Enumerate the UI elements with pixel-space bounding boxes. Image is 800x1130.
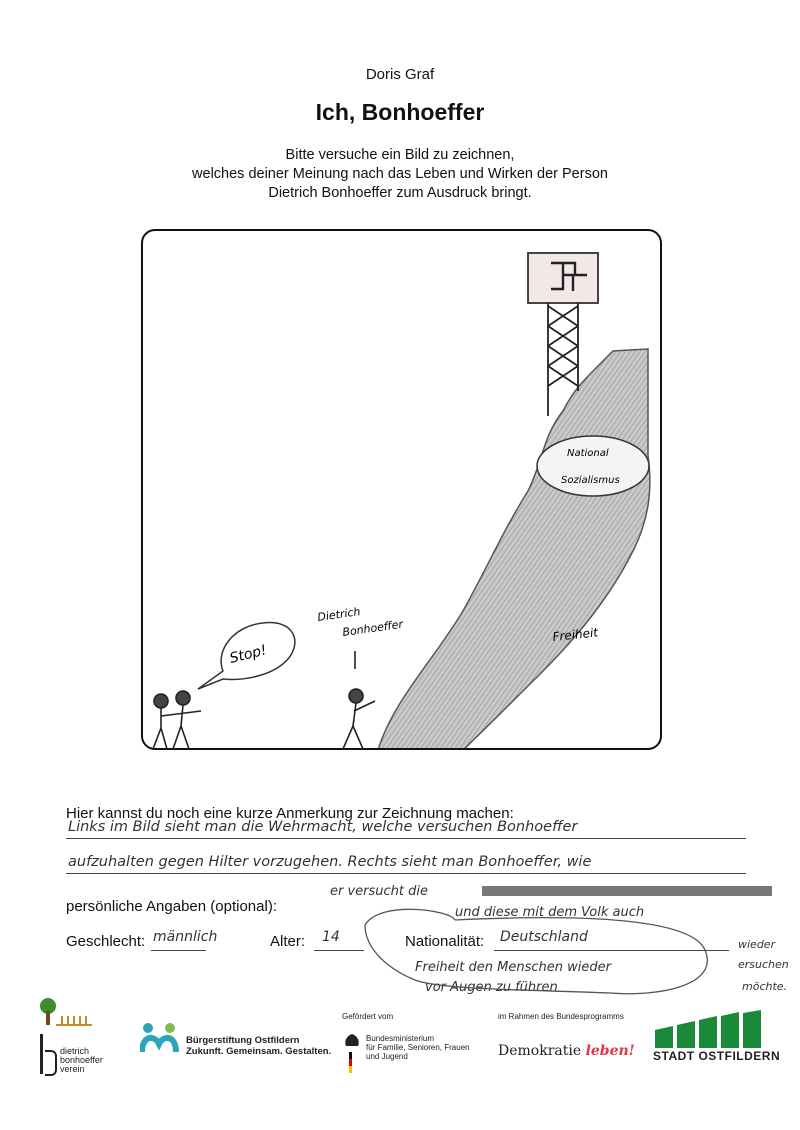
note-continuation: vor Augen zu führen <box>425 980 558 995</box>
instruction-line: welches deiner Meinung nach das Leben und Wirken der Person <box>192 166 608 182</box>
label-national: National <box>567 448 609 459</box>
note-continuation: er versucht die <box>330 884 429 899</box>
logo-line: bonhoeffer <box>60 1055 103 1065</box>
author-name: Doris Graf <box>365 66 435 83</box>
age-label: Alter: <box>270 933 306 950</box>
buergerstiftung-icon <box>140 1022 180 1054</box>
note-prompt: Hier kannst du noch eine kurze Anmerkung zur Zeichnung machen: <box>66 805 514 822</box>
page-title: Ich, Bonhoeffer <box>315 99 485 125</box>
demokratie-leben-logo <box>498 1043 635 1059</box>
logo-line: Bürgerstiftung Ostfildern <box>186 1035 300 1046</box>
logo-line: Zukunft. Gemeinsam. Gestalten. <box>186 1046 332 1057</box>
note-line-1[interactable] <box>66 838 746 839</box>
nationality-input[interactable] <box>494 950 729 951</box>
note-continuation: ersuchen <box>738 958 789 971</box>
tree-icon <box>32 996 112 1030</box>
logo-line: dietrich <box>60 1046 90 1056</box>
label-sozialismus: Sozialismus <box>561 475 620 486</box>
speech-bubble-text: Stop! <box>228 642 269 667</box>
note-loop-outline <box>360 905 720 1000</box>
freedom-path-shape <box>378 349 650 750</box>
note-line-2[interactable] <box>66 873 746 874</box>
instruction-line: Dietrich Bonhoeffer zum Ausdruck bringt. <box>268 185 532 201</box>
logo-line: verein <box>60 1064 85 1074</box>
soldiers-figure <box>153 691 201 749</box>
gender-label: Geschlecht: <box>66 933 146 950</box>
label-dietrich: Dietrich <box>316 605 362 624</box>
logo-line: Bundesministerium <box>366 1034 435 1043</box>
drawing-frame <box>141 229 662 750</box>
age-input[interactable] <box>314 950 364 951</box>
ideology-bubble <box>537 436 649 496</box>
logo-line: für Familie, Senioren, Frauen <box>366 1043 470 1052</box>
bonhoeffer-figure <box>343 651 375 749</box>
personal-info-label: persönliche Angaben (optional): <box>66 898 277 915</box>
logo-b-shape <box>45 1050 57 1076</box>
age-value: 14 <box>322 929 340 945</box>
instructions <box>0 146 800 203</box>
logo-bar <box>40 1034 43 1074</box>
nationality-value: Deutschland <box>500 929 588 945</box>
note-continuation: wieder <box>738 938 776 951</box>
nationality-label: Nationalität: <box>405 933 485 950</box>
stadt-ostfildern-icon <box>655 1010 775 1048</box>
gender-value: männlich <box>153 929 218 945</box>
label-freiheit: Freiheit <box>551 625 599 644</box>
logo-line: und Jugend <box>366 1052 408 1061</box>
scribbled-out-text <box>482 886 772 896</box>
note-text-1: Links im Bild sieht man die Wehrmacht, welche versuchen Bonhoeffer <box>68 819 578 835</box>
instruction-line: Bitte versuche ein Bild zu zeichnen, <box>285 147 515 163</box>
note-continuation: Freiheit den Menschen wieder <box>415 960 611 975</box>
leben-word: leben! <box>585 1043 635 1059</box>
stadt-ostfildern-text: STADT OSTFILDERN <box>653 1049 781 1063</box>
note-continuation: und diese mit dem Volk auch <box>455 905 645 920</box>
logo-line: im Rahmen des Bundesprogramms <box>498 1012 624 1021</box>
gender-input[interactable] <box>151 950 206 951</box>
bonhoeffer-verein-logo <box>32 996 112 1076</box>
label-bonhoeffer: Bonhoeffer <box>341 617 404 639</box>
demokratie-word: Demokratie <box>498 1043 582 1059</box>
federal-eagle-icon <box>342 1030 362 1075</box>
note-continuation: möchte. <box>742 980 788 993</box>
note-text-2: aufzuhalten gegen Hilter vorzugehen. Rechts sieht man Bonhoeffer, wie <box>68 854 592 870</box>
drawing <box>143 231 662 750</box>
logo-line: Gefördert vom <box>342 1012 394 1021</box>
